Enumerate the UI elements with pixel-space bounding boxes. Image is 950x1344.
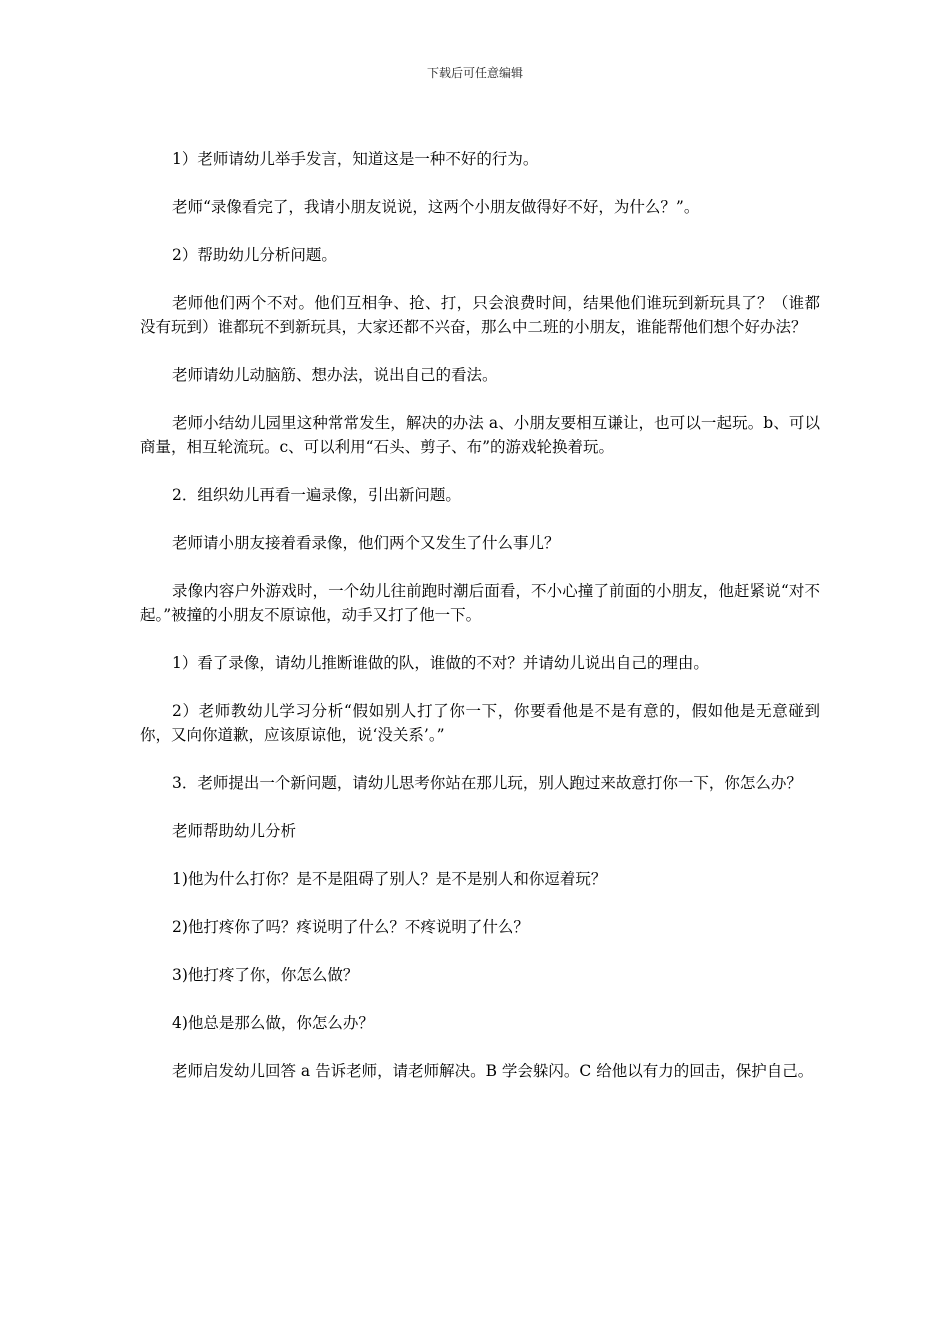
paragraph: 2）老师教幼儿学习分析“假如别人打了你一下，你要看他是不是有意的，假如他是无意碰到你，又向你道歉，应该原谅他，说‘没关系’。”: [140, 702, 820, 744]
paragraph: 老师他们两个不对。他们互相争、抢、打，只会浪费时间，结果他们谁玩到新玩具了？（谁都没有玩到）谁都玩不到新玩具，大家还都不兴奋，那么中二班的小朋友，谁能帮他们想个好办法？: [140, 294, 820, 336]
paragraph: 1)他为什么打你？是不是阻碍了别人？是不是别人和你逗着玩？: [172, 870, 607, 888]
paragraph: 老师启发幼儿回答 a 告诉老师，请老师解决。B 学会躲闪。C 给他以有力的回击，保护自己。: [172, 1062, 814, 1080]
paragraph: 录像内容户外游戏时，一个幼儿往前跑时潮后面看，不小心撞了前面的小朋友，他赶紧说“对不起。”被撞的小朋友不原谅他，动手又打了他一下。: [140, 582, 820, 624]
paragraph: 老师请小朋友接着看录像，他们两个又发生了什么事儿？: [172, 534, 560, 552]
paragraph: 老师“录像看完了，我请小朋友说说，这两个小朋友做得好不好，为什么？”。: [172, 198, 700, 216]
document-body: [140, 147, 820, 1083]
paragraph: 2)他打疼你了吗？疼说明了什么？不疼说明了什么？: [172, 918, 529, 936]
paragraph: 老师帮助幼儿分析: [172, 822, 297, 840]
paragraph: 3)他打疼了你，你怎么做？: [172, 966, 359, 984]
paragraph: 3．老师提出一个新问题，请幼儿思考你站在那儿玩，别人跑过来故意打你一下，你怎么办？: [172, 774, 802, 792]
paragraph: 1）老师请幼儿举手发言，知道这是一种不好的行为。: [172, 150, 539, 168]
paragraph: 4)他总是那么做，你怎么办？: [172, 1014, 374, 1032]
paragraph: 老师请幼儿动脑筋、想办法，说出自己的看法。: [172, 366, 498, 384]
paragraph: 老师小结幼儿园里这种常常发生，解决的办法 a、小朋友要相互谦让，也可以一起玩。b、可以商量，相互轮流玩。c、可以利用“石头、剪子、布”的游戏轮换着玩。: [140, 414, 820, 456]
paragraph: 1）看了录像，请幼儿推断谁做的队，谁做的不对？并请幼儿说出自己的理由。: [172, 654, 709, 672]
page-header: 下载后可任意编辑: [426, 66, 523, 80]
paragraph: 2）帮助幼儿分析问题。: [172, 246, 337, 264]
paragraph: 2．组织幼儿再看一遍录像，引出新问题。: [172, 486, 461, 504]
